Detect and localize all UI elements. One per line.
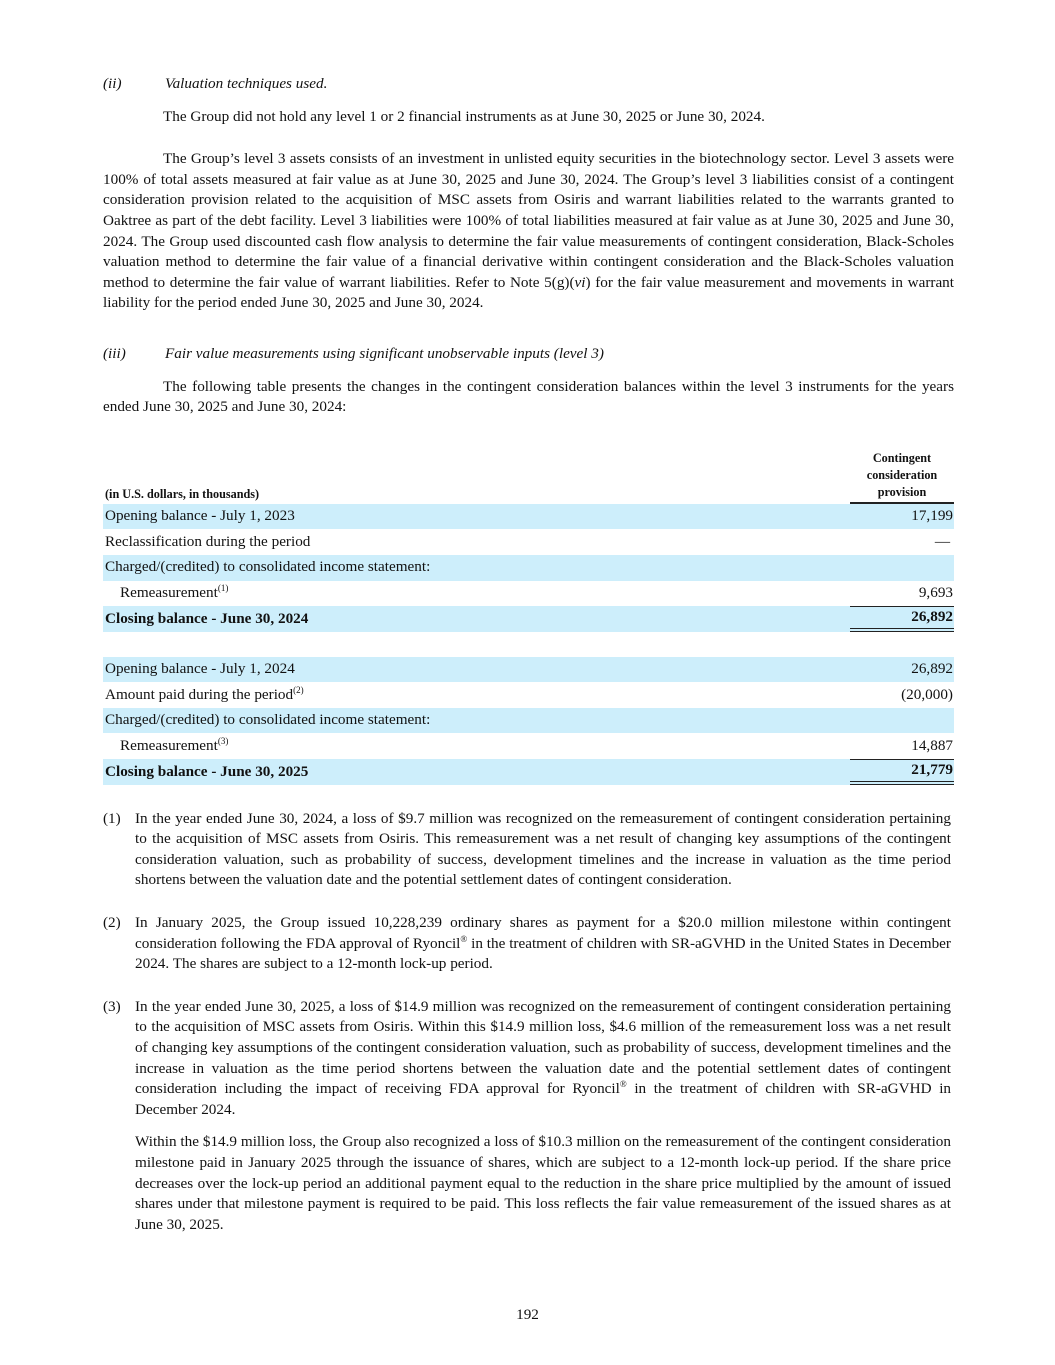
table-row: Reclassification during the period —	[105, 532, 950, 550]
table-row: Charged/(credited) to consolidated income statement:	[103, 555, 954, 581]
table-row-total: Closing balance - June 30, 2025 21,779	[103, 759, 954, 785]
section-ii-heading	[103, 74, 954, 95]
section-ii-para2: The Group’s level 3 assets consists of an investment in unlisted equity securities in the biotechnology sector. Level 3 assets were 100% of total assets measured at fair value as at June 30, 2025 and June 30, 2024. The Group’s level 3 liabilities consist of a contingent consideration provision related to the acquisition of MSC assets from Osiris and warrant liabilities related to the warrants granted to Oaktree as part of the debt facility. Level 3 liabilities were 100% of total liabilities measured at fair value as at June 30, 2025 and June 30, 2024. The Group used discounted cash flow analysis to determine the fair value measurements of contingent consideration, Black-Scholes valuation method to determine the fair value of a financial derivative within contingent consideration and the Black-Scholes valuation method to determine the fair value of warrant liabilities. Refer to Note 5(g)(vi) for the fair value measurement and movements in warrant liability for the period ended June 30, 2025 and June 30, 2024.	[103, 150, 954, 312]
footnote-3: (3) In the year ended June 30, 2025, a loss of $14.9 million was recognized on the remeasurement of contingent consideration pertaining to the acquisition of MSC assets from Osiris. Within this $14.9 million loss, $4.6 million of the remeasurement loss was a net result of changing key assumptions of the contingent consideration valuation, such as probability of success, development timelines and the increase in valuation as the time period shortens between the valuation date and the potential settlement dates of contingent consideration including the impact of receiving FDA approval for Ryoncil® in the treatment of children with SR-aGVHD in December 2024.	[103, 997, 952, 1118]
footnote-3-continuation: Within the $14.9 million loss, the Group also recognized a loss of $10.3 million on the remeasurement of the contingent consideration milestone paid in January 2025 through the issuance of shares, which are subject to a 12-month lock-up period. If the share price decreases over the lock-up period an additional payment equal to the reduction in the share price multiplied by the amount of issued shares under that milestone payment is required to be paid. This loss reflects the fair value remeasurement of the issued shares as at June 30, 2025.	[135, 1133, 951, 1233]
table-row: Charged/(credited) to consolidated income statement:	[103, 708, 954, 734]
table-row: Amount paid during the period$^{(2)}$ (20,000)	[105, 684, 953, 703]
document-page	[103, 74, 954, 1235]
table-row-total: Closing balance - June 30, 2024 26,892	[103, 606, 954, 632]
section-iii-title: Fair value measurements using significant unobservable inputs (level 3)	[165, 344, 604, 362]
column-header: Contingent consideration provision	[850, 450, 954, 504]
contingent-consideration-table	[103, 450, 954, 785]
page-number: 192	[516, 1306, 539, 1323]
table-row: Opening balance - July 1, 2024 26,892	[103, 657, 954, 683]
section-iii-number: (iii)	[103, 344, 126, 362]
section-ii-title: Valuation techniques used.	[165, 75, 328, 92]
footnote-2: (2) In January 2025, the Group issued 10,228,239 ordinary shares as payment for a $20.0 million milestone within contingent consideration following the FDA approval of Ryoncil® in the treatment of children with SR-aGVHD in the United States in December 2024. The shares are subject to a 12-month lock-up period.	[103, 914, 951, 973]
table-row: Remeasurement$^{(3)}$ 14,887	[120, 735, 953, 754]
section-iii-heading	[103, 344, 954, 365]
section-ii-number: (ii)	[103, 75, 122, 92]
table-header	[103, 450, 954, 504]
section-ii-para1: The Group did not hold any level 1 or 2 financial instruments as at June 30, 2025 or June 30, 2024.	[163, 107, 765, 125]
table-row: Remeasurement$^{(1)}$ 9,693	[120, 583, 953, 601]
table-row: Opening balance - July 1, 2023 17,199	[103, 504, 954, 530]
footnote-1: (1) In the year ended June 30, 2024, a loss of $9.7 million was recognized on the remeasurement of contingent consideration pertaining to the acquisition of MSC assets from Osiris. This remeasurement was a net result of changing key assumptions of the contingent consideration valuation, such as probability of success, development timelines and the increase in valuation as the time period shortens between the valuation date and the potential settlement dates of contingent consideration.	[103, 809, 951, 889]
section-iii-intro: The following table presents the changes in the contingent consideration balances within the level 3 instruments for the years ended June 30, 2025 and June 30, 2024:	[103, 377, 954, 416]
unit-label: (in U.S. dollars, in thousands)	[105, 486, 260, 501]
